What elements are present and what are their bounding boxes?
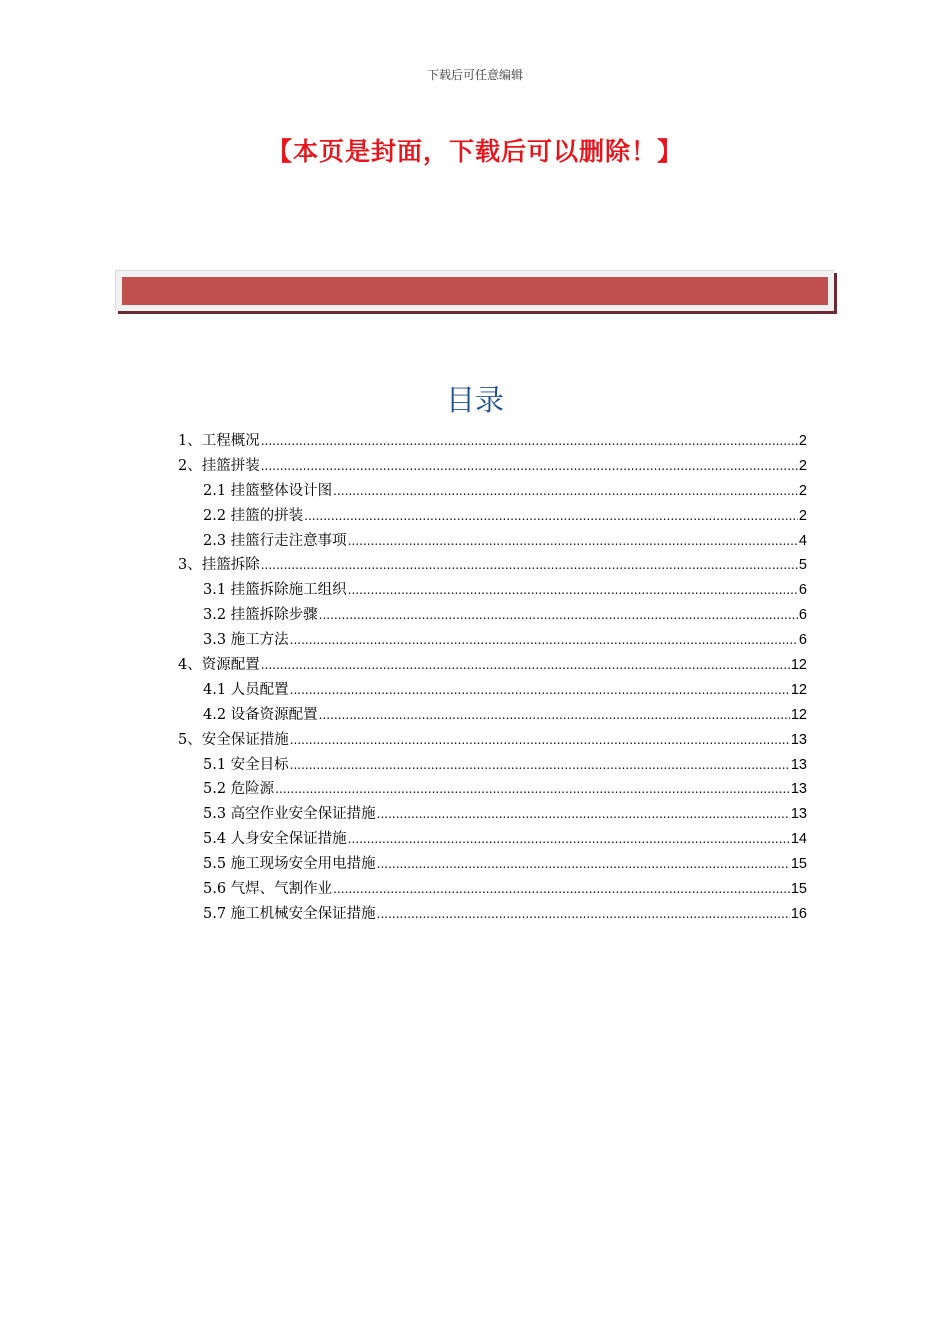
toc-entry-label: 5、安全保证措施: [178, 731, 289, 748]
toc-entry-page: 2: [798, 457, 807, 474]
toc-entry[interactable]: [178, 777, 807, 802]
toc-entry[interactable]: [178, 902, 807, 927]
toc-entry[interactable]: [178, 802, 807, 827]
toc-dot-leader: [348, 578, 798, 603]
toc-entry-page: 6: [798, 582, 807, 599]
toc-dot-leader: [333, 479, 798, 504]
toc-entry[interactable]: [178, 504, 807, 529]
toc-entry-label: 3、挂篮拆除: [178, 557, 260, 574]
toc-dot-leader: [348, 827, 790, 852]
toc-entry-label: 2.3 挂篮行走注意事项: [203, 532, 347, 549]
toc-dot-leader: [261, 454, 798, 479]
toc-entry-page: 4: [798, 532, 807, 549]
toc-dot-leader: [275, 777, 790, 802]
toc-entry-label: 2、挂篮拼装: [178, 457, 260, 474]
table-of-contents: [178, 429, 807, 927]
toc-entry-page: 15: [790, 856, 807, 873]
toc-entry-label: 5.6 气焊、气割作业: [203, 881, 333, 898]
toc-entry-label: 3.2 挂篮拆除步骤: [203, 607, 318, 624]
toc-entry[interactable]: [178, 529, 807, 554]
toc-entry-page: 2: [798, 482, 807, 499]
toc-entry-label: 5.2 危险源: [203, 781, 275, 798]
toc-entry-label: 5.3 高空作业安全保证措施: [203, 806, 376, 823]
toc-dot-leader: [290, 753, 790, 778]
toc-entry-label: 3.1 挂篮拆除施工组织: [203, 582, 347, 599]
toc-entry-page: 2: [798, 433, 807, 449]
toc-dot-leader: [261, 553, 798, 578]
toc-dot-leader: [290, 728, 790, 753]
toc-entry-label: 5.4 人身安全保证措施: [203, 831, 347, 848]
toc-entry[interactable]: [178, 628, 807, 653]
toc-entry-page: 6: [798, 632, 807, 649]
toc-entry[interactable]: [178, 753, 807, 778]
toc-entry[interactable]: [178, 852, 807, 877]
toc-entry-label: 5.5 施工现场安全用电措施: [203, 856, 376, 873]
toc-entry-label: 4.2 设备资源配置: [203, 706, 318, 723]
toc-entry[interactable]: [178, 703, 807, 728]
toc-entry[interactable]: [178, 877, 807, 902]
toc-entry-label: 4.1 人员配置: [203, 681, 289, 698]
toc-dot-leader: [333, 877, 790, 902]
toc-entry-label: 1、工程概况: [178, 433, 260, 449]
toc-entry[interactable]: [178, 578, 807, 603]
toc-dot-leader: [348, 529, 798, 554]
toc-entry-page: 5: [798, 557, 807, 574]
toc-entry-label: 3.3 施工方法: [203, 632, 289, 649]
toc-entry-label: 5.1 安全目标: [203, 756, 289, 773]
toc-entry[interactable]: [178, 553, 807, 578]
toc-entry[interactable]: [178, 429, 807, 454]
toc-dot-leader: [261, 429, 798, 454]
toc-entry-label: 5.7 施工机械安全保证措施: [203, 905, 376, 922]
toc-dot-leader: [319, 703, 790, 728]
toc-dot-leader: [304, 504, 798, 529]
toc-dot-leader: [290, 628, 798, 653]
toc-entry[interactable]: [178, 728, 807, 753]
toc-entry[interactable]: [178, 653, 807, 678]
toc-title: 目录: [445, 383, 504, 417]
toc-entry-page: 13: [790, 756, 807, 773]
toc-entry-label: 4、资源配置: [178, 657, 260, 674]
toc-entry-page: 6: [798, 607, 807, 624]
toc-entry[interactable]: [178, 454, 807, 479]
toc-entry[interactable]: [178, 479, 807, 504]
decorative-banner: [115, 270, 834, 311]
toc-entry-label: 2.1 挂篮整体设计图: [203, 482, 333, 499]
toc-entry[interactable]: [178, 603, 807, 628]
toc-entry-page: 12: [790, 681, 807, 698]
toc-entry-page: 13: [790, 781, 807, 798]
toc-dot-leader: [261, 653, 790, 678]
header-note: 下载后可任意编辑: [426, 68, 523, 82]
toc-entry-page: 14: [790, 831, 807, 848]
banner-fill: [122, 277, 828, 305]
toc-dot-leader: [377, 852, 790, 877]
toc-entry-label: 2.2 挂篮的拼装: [203, 507, 304, 524]
toc-entry[interactable]: [178, 678, 807, 703]
toc-entry[interactable]: [178, 827, 807, 852]
toc-entry-page: 12: [790, 657, 807, 674]
toc-dot-leader: [319, 603, 798, 628]
toc-entry-page: 15: [790, 881, 807, 898]
toc-dot-leader: [377, 902, 790, 927]
toc-entry-page: 12: [790, 706, 807, 723]
toc-dot-leader: [377, 802, 790, 827]
toc-entry-page: 16: [790, 905, 807, 922]
cover-notice: 【本页是封面，下载后可以删除！】: [266, 137, 683, 166]
toc-entry-page: 13: [790, 806, 807, 823]
toc-entry-page: 2: [798, 507, 807, 524]
toc-dot-leader: [290, 678, 790, 703]
toc-entry-page: 13: [790, 731, 807, 748]
